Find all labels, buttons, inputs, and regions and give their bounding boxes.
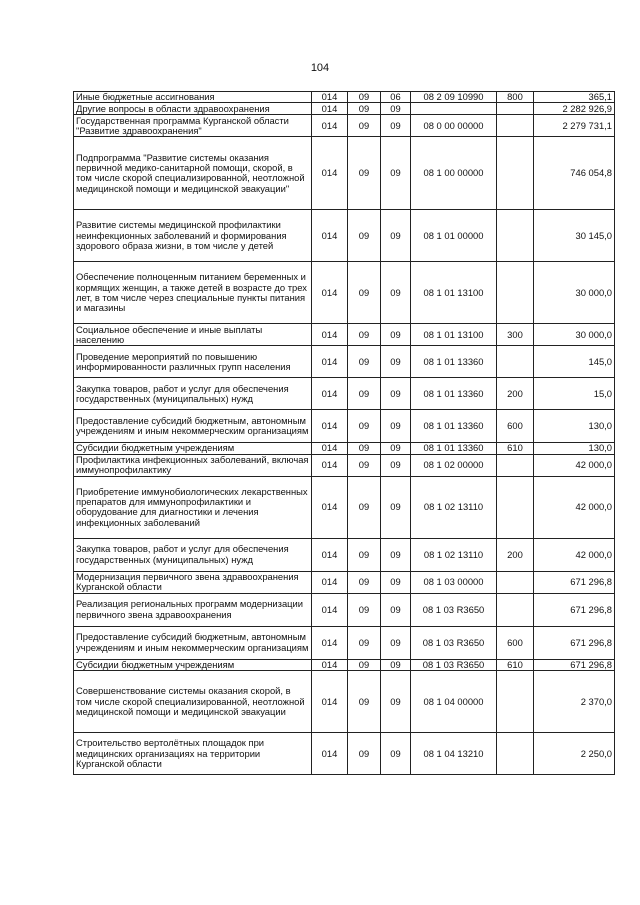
cell-vedomstvo: 014 [312,210,348,262]
cell-podrazdel: 09 [381,454,411,476]
cell-amount: 130,0 [534,410,615,443]
table-row [74,137,615,210]
cell-razdel: 09 [348,626,381,659]
cell-vedomstvo: 014 [312,103,348,115]
cell-name: Другие вопросы в области здравоохранения [74,103,312,115]
table-row [74,593,615,626]
cell-target-article: 08 1 04 00000 [411,671,497,733]
cell-amount: 2 250,0 [534,733,615,775]
cell-razdel: 09 [348,103,381,115]
cell-amount: 671 296,8 [534,571,615,593]
cell-name: Профилактика инфекционных заболеваний, включая иммунопрофилактику [74,454,312,476]
cell-expense-type [497,103,534,115]
cell-name: Строительство вертолётных площадок при медицинских организациях на территории Курганской области [74,733,312,775]
cell-podrazdel: 09 [381,137,411,210]
cell-vedomstvo: 014 [312,538,348,571]
cell-amount: 746 054,8 [534,137,615,210]
cell-podrazdel: 09 [381,210,411,262]
cell-target-article: 08 1 02 13110 [411,476,497,538]
cell-amount: 671 296,8 [534,659,615,670]
cell-expense-type [497,454,534,476]
cell-amount: 15,0 [534,378,615,410]
table-row [74,324,615,346]
table-row [74,476,615,538]
cell-razdel: 09 [348,137,381,210]
cell-target-article: 08 1 03 R3650 [411,659,497,670]
cell-amount: 30 000,0 [534,262,615,324]
cell-vedomstvo: 014 [312,626,348,659]
budget-table-body [74,92,615,775]
cell-expense-type [497,115,534,137]
cell-name: Развитие системы медицинской профилактики неинфекционных заболеваний и формирования здорового образа жизни, в том числе у детей [74,210,312,262]
cell-amount: 42 000,0 [534,454,615,476]
cell-target-article: 08 1 01 13100 [411,324,497,346]
cell-podrazdel: 09 [381,378,411,410]
cell-vedomstvo: 014 [312,733,348,775]
cell-target-article: 08 1 04 13210 [411,733,497,775]
cell-razdel: 09 [348,593,381,626]
table-row [74,454,615,476]
cell-name: Социальное обеспечение и иные выплаты населению [74,324,312,346]
cell-name: Приобретение иммунобиологических лекарственных препаратов для иммунопрофилактики и оборудование для диагностики и лечения инфекционных заболеваний [74,476,312,538]
cell-name: Закупка товаров, работ и услуг для обеспечения государственных (муниципальных) нужд [74,378,312,410]
cell-razdel: 09 [348,443,381,454]
cell-expense-type: 200 [497,378,534,410]
cell-vedomstvo: 014 [312,137,348,210]
cell-vedomstvo: 014 [312,115,348,137]
cell-amount: 42 000,0 [534,538,615,571]
table-row [74,410,615,443]
cell-name: Иные бюджетные ассигнования [74,92,312,103]
cell-podrazdel: 09 [381,733,411,775]
cell-vedomstvo: 014 [312,443,348,454]
cell-podrazdel: 09 [381,593,411,626]
cell-target-article: 08 1 01 13360 [411,378,497,410]
cell-podrazdel: 09 [381,626,411,659]
cell-expense-type [497,210,534,262]
cell-vedomstvo: 014 [312,92,348,103]
cell-vedomstvo: 014 [312,262,348,324]
cell-vedomstvo: 014 [312,593,348,626]
cell-podrazdel: 09 [381,659,411,670]
cell-target-article: 08 1 00 00000 [411,137,497,210]
cell-podrazdel: 09 [381,443,411,454]
cell-podrazdel: 09 [381,538,411,571]
cell-razdel: 09 [348,571,381,593]
cell-vedomstvo: 014 [312,476,348,538]
cell-expense-type: 800 [497,92,534,103]
cell-expense-type: 200 [497,538,534,571]
cell-vedomstvo: 014 [312,410,348,443]
cell-name: Модернизация первичного звена здравоохранения Курганской области [74,571,312,593]
cell-target-article: 08 1 02 00000 [411,454,497,476]
cell-amount: 365,1 [534,92,615,103]
cell-amount: 671 296,8 [534,626,615,659]
cell-amount: 671 296,8 [534,593,615,626]
cell-podrazdel: 09 [381,346,411,378]
cell-target-article: 08 0 00 00000 [411,115,497,137]
page-number: 104 [310,62,330,74]
cell-target-article: 08 1 03 00000 [411,571,497,593]
cell-razdel: 09 [348,210,381,262]
table-row [74,538,615,571]
cell-amount: 130,0 [534,443,615,454]
cell-razdel: 09 [348,92,381,103]
cell-razdel: 09 [348,659,381,670]
cell-expense-type: 600 [497,626,534,659]
cell-target-article [411,103,497,115]
table-row [74,92,615,103]
cell-target-article: 08 1 01 00000 [411,210,497,262]
cell-name: Закупка товаров, работ и услуг для обеспечения государственных (муниципальных) нужд [74,538,312,571]
cell-target-article: 08 1 01 13100 [411,262,497,324]
cell-amount: 2 282 926,9 [534,103,615,115]
cell-name: Субсидии бюджетным учреждениям [74,443,312,454]
cell-name: Субсидии бюджетным учреждениям [74,659,312,670]
table-row [74,733,615,775]
cell-razdel: 09 [348,324,381,346]
cell-name: Государственная программа Курганской области "Развитие здравоохранения" [74,115,312,137]
cell-name: Предоставление субсидий бюджетным, автономным учреждениям и иным некоммерческим организациям [74,410,312,443]
cell-amount: 30 000,0 [534,324,615,346]
table-row [74,671,615,733]
cell-razdel: 09 [348,262,381,324]
cell-target-article: 08 1 03 R3650 [411,626,497,659]
table-row [74,115,615,137]
cell-target-article: 08 1 03 R3650 [411,593,497,626]
table-row [74,346,615,378]
cell-expense-type: 610 [497,659,534,670]
cell-podrazdel: 09 [381,410,411,443]
cell-amount: 2 370,0 [534,671,615,733]
cell-target-article: 08 1 02 13110 [411,538,497,571]
cell-expense-type: 300 [497,324,534,346]
cell-vedomstvo: 014 [312,454,348,476]
cell-target-article: 08 1 01 13360 [411,410,497,443]
cell-vedomstvo: 014 [312,324,348,346]
cell-expense-type [497,593,534,626]
table-row [74,378,615,410]
cell-podrazdel: 06 [381,92,411,103]
cell-razdel: 09 [348,671,381,733]
cell-name: Проведение мероприятий по повышению информированности различных групп населения [74,346,312,378]
cell-expense-type [497,346,534,378]
cell-name: Предоставление субсидий бюджетным, автономным учреждениям и иным некоммерческим организациям [74,626,312,659]
cell-amount: 30 145,0 [534,210,615,262]
cell-podrazdel: 09 [381,103,411,115]
cell-vedomstvo: 014 [312,571,348,593]
cell-expense-type [497,733,534,775]
table-row [74,210,615,262]
cell-razdel: 09 [348,410,381,443]
cell-podrazdel: 09 [381,476,411,538]
cell-name: Обеспечение полноценным питанием беременных и кормящих женщин, а также детей в возрасте до трех лет, в том числе через специальные пункты питания и магазины [74,262,312,324]
cell-expense-type [497,476,534,538]
cell-amount: 2 279 731,1 [534,115,615,137]
cell-name: Реализация региональных программ модернизации первичного звена здравоохранения [74,593,312,626]
table-row [74,262,615,324]
table-row [74,659,615,670]
table-row [74,626,615,659]
cell-amount: 42 000,0 [534,476,615,538]
cell-vedomstvo: 014 [312,659,348,670]
cell-amount: 145,0 [534,346,615,378]
cell-expense-type: 610 [497,443,534,454]
cell-expense-type [497,571,534,593]
cell-razdel: 09 [348,476,381,538]
table-row [74,443,615,454]
cell-podrazdel: 09 [381,324,411,346]
cell-podrazdel: 09 [381,671,411,733]
cell-podrazdel: 09 [381,571,411,593]
table-row [74,103,615,115]
cell-razdel: 09 [348,538,381,571]
cell-target-article: 08 1 01 13360 [411,443,497,454]
budget-table [73,91,615,775]
cell-podrazdel: 09 [381,115,411,137]
cell-expense-type: 600 [497,410,534,443]
cell-target-article: 08 1 01 13360 [411,346,497,378]
cell-razdel: 09 [348,454,381,476]
cell-expense-type [497,137,534,210]
cell-vedomstvo: 014 [312,378,348,410]
cell-razdel: 09 [348,733,381,775]
cell-razdel: 09 [348,378,381,410]
cell-razdel: 09 [348,115,381,137]
cell-name: Подпрограмма "Развитие системы оказания первичной медико-санитарной помощи, скорой, в том числе скорой специализированной, неотложной медицинской помощи и медицинской эвакуации" [74,137,312,210]
cell-vedomstvo: 014 [312,671,348,733]
cell-expense-type [497,262,534,324]
cell-vedomstvo: 014 [312,346,348,378]
cell-expense-type [497,671,534,733]
table-row [74,571,615,593]
cell-podrazdel: 09 [381,262,411,324]
cell-razdel: 09 [348,346,381,378]
cell-target-article: 08 2 09 10990 [411,92,497,103]
cell-name: Совершенствование системы оказания скорой, в том числе скорой специализированной, неотложной медицинской помощи и медицинской эвакуации [74,671,312,733]
